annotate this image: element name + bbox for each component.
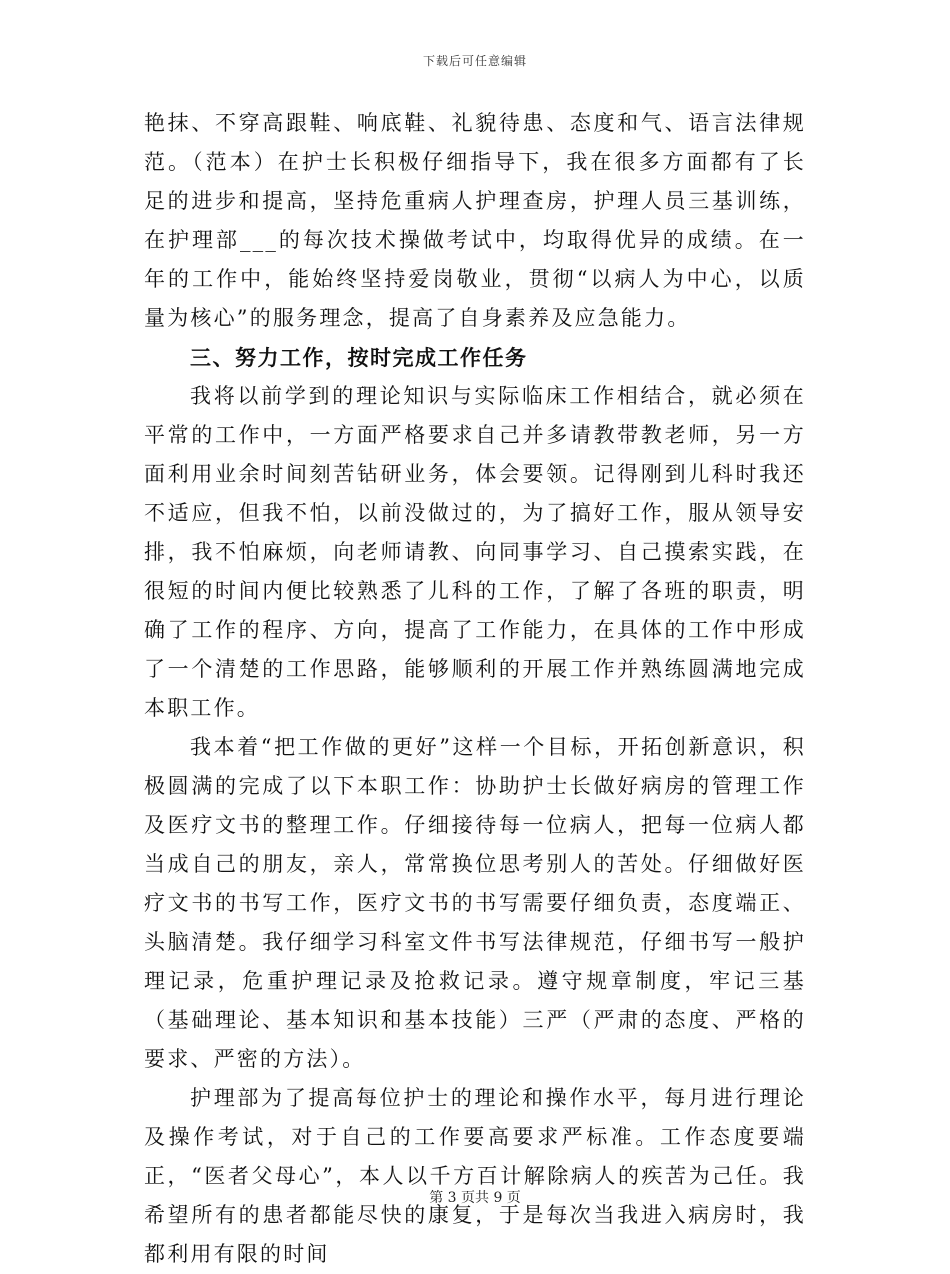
section-heading: 三、努力工作，按时完成工作任务 bbox=[190, 345, 528, 370]
paragraph-continuation: 艳抹、不穿高跟鞋、响底鞋、礼貌待患、态度和气、语言法律规范。（范本）在护士长积极仔细指导下，我在很多方面都有了长足的进步和提高，坚持危重病人护理查房，护理人员三基训练，在护理部___的每次技术操做考试中，均取得优异的成绩。在一年的工作中，能始终坚持爱岗敬业，贯彻“以病人为中心，以质量为核心”的服务理念，提高了自身素养及应急能力。 bbox=[144, 111, 806, 330]
page-footer: 第 3 页共 9 页 bbox=[429, 1190, 521, 1206]
paragraph-work-learning: 我将以前学到的理论知识与实际临床工作相结合，就必须在平常的工作中，一方面严格要求自己并多请教带教老师，另一方面利用业余时间刻苦钻研业务，体会要领。记得刚到儿科时我还不适应，但我不怕，以前没做过的，为了搞好工作，服从领导安排，我不怕麻烦，向老师请教、向同事学习、自己摸索实践，在很短的时间内便比较熟悉了儿科的工作，了解了各班的职责，明确了工作的程序、方向，提高了工作能力，在具体的工作中形成了一个清楚的工作思路，能够顺利的开展工作并熟练圆满地完成本职工作。 bbox=[144, 384, 806, 720]
document-body bbox=[144, 104, 806, 1274]
paragraph-exams: 护理部为了提高每位护士的理论和操作水平，每月进行理论及操作考试，对于自己的工作要高要求严标准。工作态度要端正，“医者父母心”，本人以千方百计解除病人的疾苦为己任。我希望所有的患者都能尽快的康复，于是每次当我进入病房时，我都利用有限的时间 bbox=[144, 1086, 806, 1266]
page-header: 下载后可任意编辑 bbox=[422, 54, 527, 68]
paragraph-duties: 我本着“把工作做的更好”这样一个目标，开拓创新意识，积极圆满的完成了以下本职工作：协助护士长做好病房的管理工作及医疗文书的整理工作。仔细接待每一位病人，把每一位病人都当成自己的朋友，亲人，常常换位思考别人的苦处。仔细做好医疗文书的书写工作，医疗文书的书写需要仔细负责，态度端正、头脑清楚。我仔细学习科室文件书写法律规范，仔细书写一般护理记录，危重护理记录及抢救记录。遵守规章制度，牢记三基（基础理论、基本知识和基本技能）三严（严肃的态度、严格的要求、严密的方法）。 bbox=[144, 735, 806, 1071]
